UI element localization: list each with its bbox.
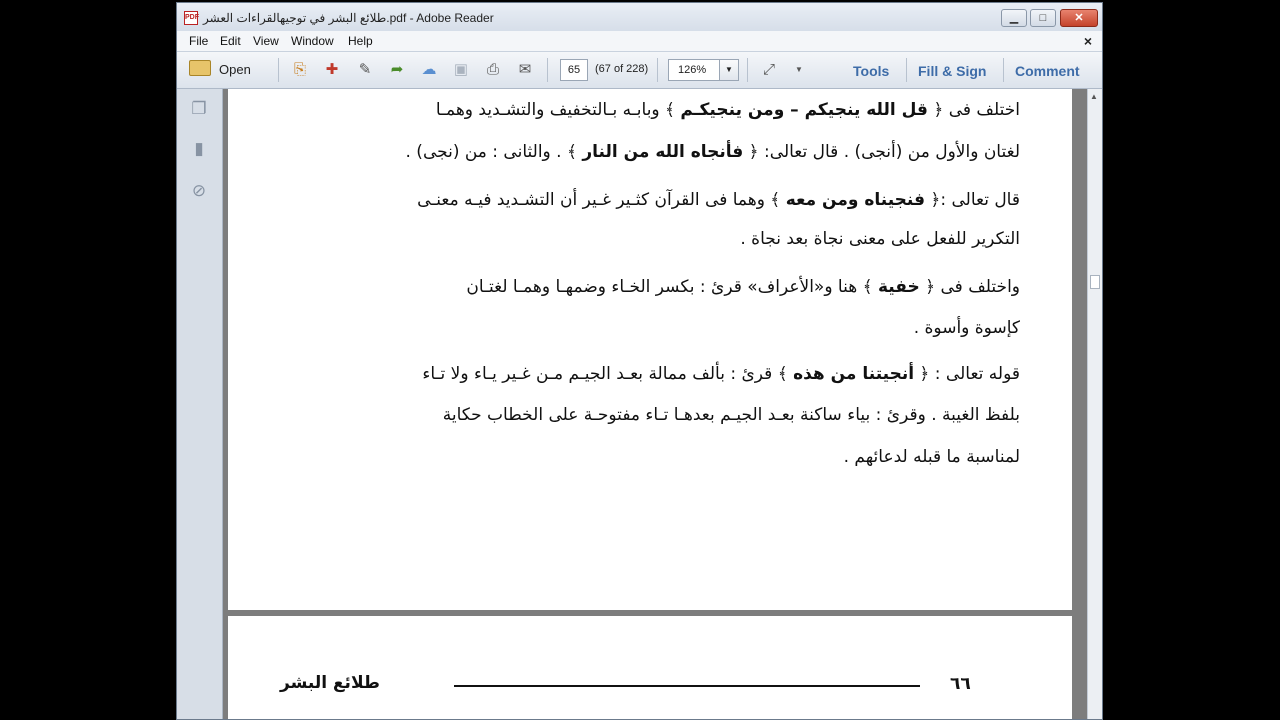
title-bar[interactable]: [177, 3, 1102, 31]
close-document-icon[interactable]: ×: [1083, 33, 1092, 49]
export-icon[interactable]: ➦: [390, 61, 404, 78]
text-line: لغتان والأول من (أنجى) . قال تعالى: ﴿ فأنجاه الله من النار ﴾ . والثانى : من (نجى) .: [405, 142, 1020, 162]
toolbar-separator: [906, 58, 907, 82]
menu-view[interactable]: View: [253, 34, 279, 48]
pdf-page: [228, 89, 1072, 610]
pdf-app-icon: PDF: [184, 11, 198, 25]
folder-icon: [189, 60, 211, 76]
menu-bar: [177, 31, 1102, 52]
text-line: لمناسبة ما قبله لدعائهم .: [843, 447, 1020, 467]
text-line: قال تعالى :﴿ فنجيناه ومن معه ﴾ وهما فى القرآن كثـير غـير أن التشـديد فيـه معنـى: [417, 190, 1020, 210]
text-line: قوله تعالى : ﴿ أنجيتنا من هذه ﴾ قرئ : بألف ممالة بعـد الجيـم مـن غـير يـاء ولا تـاء: [422, 364, 1020, 384]
footer-rule: [454, 685, 920, 687]
page-thumbnails-icon[interactable]: ❐: [191, 99, 207, 118]
text-line: واختلف فى ﴿ خفية ﴾ هنا و«الأعراف» قرئ : بكسر الخـاء وضمهـا وهمـا لغتـان: [466, 277, 1020, 297]
toolbar-separator: [657, 58, 658, 82]
save-icon[interactable]: ▣: [453, 61, 469, 78]
chevron-down-icon[interactable]: ▼: [719, 60, 738, 80]
text-line: بلفظ الغيبة . وقرئ : بياء ساكنة بعـد الجيـم بعدهـا تـاء مفتوحـة على الخطاب حكاية: [442, 405, 1020, 425]
edit-pdf-icon[interactable]: ✚: [325, 61, 339, 78]
page-count: (67 of 228): [595, 63, 649, 75]
menu-edit[interactable]: Edit: [220, 34, 241, 48]
footer-book-title: طلائع البشر: [280, 673, 380, 693]
toolbar: [177, 52, 1102, 89]
zoom-value: 126%: [678, 64, 707, 76]
scroll-up-icon[interactable]: ▲: [1090, 92, 1098, 101]
vertical-scrollbar[interactable]: [1087, 89, 1103, 719]
scrollbar-thumb[interactable]: [1090, 275, 1100, 289]
tools-pane-button[interactable]: Tools: [853, 63, 890, 79]
toolbar-separator: [747, 58, 748, 82]
fill-sign-pane-button[interactable]: Fill & Sign: [918, 63, 987, 79]
maximize-button[interactable]: □: [1030, 9, 1056, 27]
attachments-paperclip-icon[interactable]: ⊘: [191, 181, 207, 200]
toolbar-separator: [1003, 58, 1004, 82]
menu-window[interactable]: Window: [291, 34, 334, 48]
navigation-pane: [177, 89, 223, 719]
cloud-upload-icon[interactable]: ☁: [421, 61, 437, 78]
toolbar-separator: [547, 58, 548, 82]
close-button[interactable]: ✕: [1060, 9, 1098, 27]
footer-page-number: ٦٦: [950, 674, 971, 694]
minimize-button[interactable]: ▁: [1001, 9, 1027, 27]
sign-icon[interactable]: ✎: [358, 61, 372, 78]
zoom-select[interactable]: [668, 59, 739, 81]
pdf-page: [228, 616, 1072, 719]
create-pdf-icon[interactable]: ⎘: [293, 61, 306, 78]
comment-pane-button[interactable]: Comment: [1015, 63, 1080, 79]
menu-help[interactable]: Help: [348, 34, 373, 48]
window-title: طلائع البشر في توجيهالقراءات العشر.pdf - Adobe Reader: [203, 11, 494, 25]
toolbar-separator: [278, 58, 279, 82]
chevron-down-icon[interactable]: ▼: [795, 65, 803, 74]
open-button-label: Open: [219, 62, 251, 77]
text-line: اختلف فى ﴿ قل الله ينجيكم – ومن ينجيكـم ﴾ وبابـه بـالتخفيف والتشـديد وهمـا: [435, 100, 1020, 120]
open-button[interactable]: [189, 58, 251, 82]
print-icon[interactable]: ⎙: [486, 61, 499, 78]
page-number-input[interactable]: [560, 59, 588, 81]
bookmarks-icon[interactable]: ▮: [194, 139, 204, 158]
document-viewer[interactable]: [223, 89, 1087, 719]
menu-file[interactable]: File: [189, 34, 209, 48]
text-line: كإسوة وأسوة .: [913, 318, 1020, 338]
email-icon[interactable]: ✉: [518, 61, 532, 78]
fit-page-icon[interactable]: ⤢: [762, 61, 775, 78]
adobe-reader-window: [176, 2, 1103, 720]
text-line: التكرير للفعل على معنى نجاة بعد نجاة .: [740, 229, 1020, 249]
